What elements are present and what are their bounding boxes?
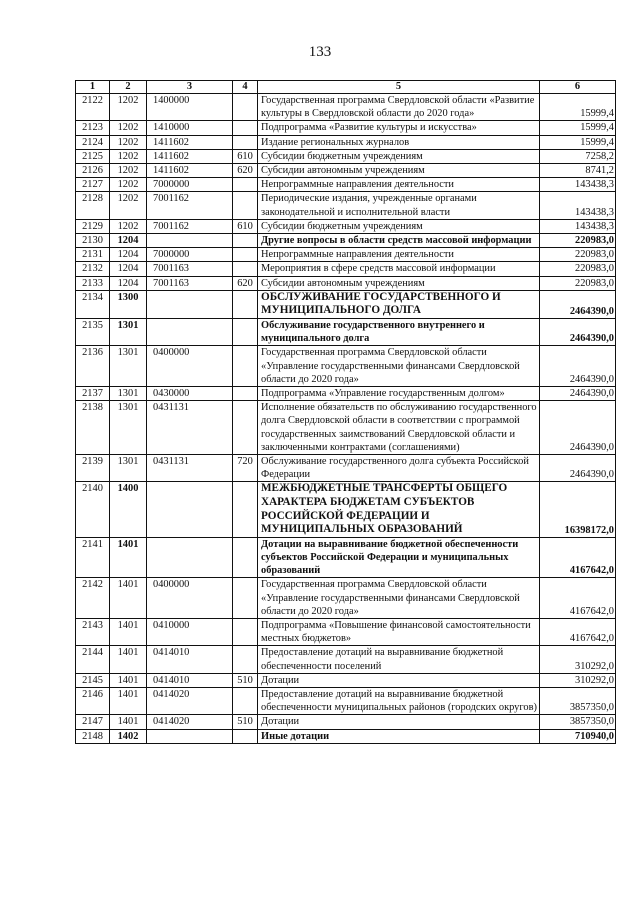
row-number-cell: 2141 — [76, 537, 110, 578]
table-row — [76, 178, 616, 192]
row-number-cell: 2136 — [76, 346, 110, 387]
expense-type-cell — [233, 619, 258, 646]
expense-type-cell — [233, 178, 258, 192]
item-name-cell: Дотации — [258, 715, 540, 729]
row-number-cell: 2148 — [76, 729, 110, 743]
table-row — [76, 619, 616, 646]
target-article-cell — [147, 482, 233, 537]
amount-cell: 2464390,0 — [540, 346, 616, 387]
item-name-cell: Подпрограмма «Управление государственным долгом» — [258, 387, 540, 401]
table-row — [76, 149, 616, 163]
section-code-cell: 1202 — [110, 178, 147, 192]
target-article-cell: 1410000 — [147, 121, 233, 135]
table-row — [76, 290, 616, 318]
target-article-cell: 0430000 — [147, 387, 233, 401]
section-code-cell: 1202 — [110, 94, 147, 121]
item-name-cell: Исполнение обязательств по обслуживанию государственного долга Свердловской области в соответствии с программой государственных заимствований Свердловской области и заключенными контрактами (соглашениями) — [258, 401, 540, 455]
section-code-cell: 1301 — [110, 346, 147, 387]
row-number-cell: 2132 — [76, 262, 110, 276]
table-row — [76, 234, 616, 248]
col-header: 3 — [147, 81, 233, 94]
item-name-cell: Предоставление дотаций на выравнивание бюджетной обеспеченности поселений — [258, 646, 540, 673]
item-name-cell: Подпрограмма «Развитие культуры и искусства» — [258, 121, 540, 135]
section-code-cell: 1401 — [110, 688, 147, 715]
table-row — [76, 482, 616, 537]
expense-type-cell — [233, 401, 258, 455]
row-number-cell: 2140 — [76, 482, 110, 537]
amount-cell: 2464390,0 — [540, 455, 616, 482]
amount-cell: 15999,4 — [540, 121, 616, 135]
target-article-cell — [147, 290, 233, 318]
amount-cell: 4167642,0 — [540, 537, 616, 578]
expense-type-cell — [233, 578, 258, 619]
section-code-cell: 1204 — [110, 262, 147, 276]
amount-cell: 310292,0 — [540, 646, 616, 673]
target-article-cell: 1411602 — [147, 164, 233, 178]
item-name-cell: Иные дотации — [258, 729, 540, 743]
amount-cell: 15999,4 — [540, 135, 616, 149]
section-code-cell: 1401 — [110, 537, 147, 578]
target-article-cell: 7000000 — [147, 178, 233, 192]
table-row — [76, 192, 616, 219]
row-number-cell: 2126 — [76, 164, 110, 178]
table-row — [76, 94, 616, 121]
target-article-cell: 0431131 — [147, 455, 233, 482]
item-name-cell: Другие вопросы в области средств массовой информации — [258, 234, 540, 248]
amount-cell: 2464390,0 — [540, 401, 616, 455]
table-body — [76, 94, 616, 744]
table-row — [76, 319, 616, 346]
amount-cell: 8741,2 — [540, 164, 616, 178]
amount-cell: 710940,0 — [540, 729, 616, 743]
expense-type-cell — [233, 646, 258, 673]
row-number-cell: 2134 — [76, 290, 110, 318]
target-article-cell — [147, 729, 233, 743]
item-name-cell: Издание региональных журналов — [258, 135, 540, 149]
section-code-cell: 1204 — [110, 234, 147, 248]
section-code-cell: 1400 — [110, 482, 147, 537]
section-code-cell: 1401 — [110, 619, 147, 646]
target-article-cell: 1411602 — [147, 149, 233, 163]
amount-cell: 7258,2 — [540, 149, 616, 163]
target-article-cell: 7001162 — [147, 192, 233, 219]
expense-type-cell: 610 — [233, 219, 258, 233]
row-number-cell: 2125 — [76, 149, 110, 163]
table-row — [76, 346, 616, 387]
item-name-cell: Субсидии автономным учреждениям — [258, 276, 540, 290]
table-row — [76, 401, 616, 455]
expense-type-cell: 620 — [233, 276, 258, 290]
amount-cell: 4167642,0 — [540, 578, 616, 619]
section-code-cell: 1301 — [110, 387, 147, 401]
expense-type-cell — [233, 135, 258, 149]
table-row — [76, 262, 616, 276]
section-code-cell: 1202 — [110, 149, 147, 163]
target-article-cell: 7001162 — [147, 219, 233, 233]
expense-type-cell — [233, 387, 258, 401]
item-name-cell: Субсидии бюджетным учреждениям — [258, 219, 540, 233]
target-article-cell: 0414020 — [147, 688, 233, 715]
row-number-cell: 2129 — [76, 219, 110, 233]
expense-type-cell — [233, 319, 258, 346]
col-header: 5 — [258, 81, 540, 94]
row-number-cell: 2130 — [76, 234, 110, 248]
table-row — [76, 715, 616, 729]
amount-cell: 143438,3 — [540, 219, 616, 233]
section-code-cell: 1401 — [110, 715, 147, 729]
expense-type-cell: 620 — [233, 164, 258, 178]
expense-type-cell: 610 — [233, 149, 258, 163]
col-header: 6 — [540, 81, 616, 94]
amount-cell: 15999,4 — [540, 94, 616, 121]
section-code-cell: 1202 — [110, 121, 147, 135]
row-number-cell: 2127 — [76, 178, 110, 192]
amount-cell: 310292,0 — [540, 673, 616, 687]
amount-cell: 220983,0 — [540, 234, 616, 248]
expense-type-cell — [233, 94, 258, 121]
expense-type-cell: 720 — [233, 455, 258, 482]
table-header-row — [76, 81, 616, 94]
amount-cell: 3857350,0 — [540, 688, 616, 715]
row-number-cell: 2144 — [76, 646, 110, 673]
item-name-cell: Подпрограмма «Повышение финансовой самостоятельности местных бюджетов» — [258, 619, 540, 646]
item-name-cell: Субсидии бюджетным учреждениям — [258, 149, 540, 163]
row-number-cell: 2138 — [76, 401, 110, 455]
expense-type-cell: 510 — [233, 715, 258, 729]
expense-type-cell: 510 — [233, 673, 258, 687]
expense-type-cell — [233, 537, 258, 578]
section-code-cell: 1401 — [110, 646, 147, 673]
target-article-cell — [147, 319, 233, 346]
target-article-cell: 0410000 — [147, 619, 233, 646]
amount-cell: 4167642,0 — [540, 619, 616, 646]
target-article-cell: 7000000 — [147, 248, 233, 262]
row-number-cell: 2137 — [76, 387, 110, 401]
expense-type-cell — [233, 482, 258, 537]
row-number-cell: 2143 — [76, 619, 110, 646]
row-number-cell: 2146 — [76, 688, 110, 715]
table-row — [76, 537, 616, 578]
item-name-cell: Непрограммные направления деятельности — [258, 248, 540, 262]
col-header: 2 — [110, 81, 147, 94]
table-row — [76, 248, 616, 262]
target-article-cell: 0414020 — [147, 715, 233, 729]
col-header: 4 — [233, 81, 258, 94]
col-header: 1 — [76, 81, 110, 94]
item-name-cell: Обслуживание государственного внутреннего и муниципального долга — [258, 319, 540, 346]
item-name-cell: Обслуживание государственного долга субъекта Российской Федерации — [258, 455, 540, 482]
budget-table — [75, 80, 616, 744]
section-code-cell: 1401 — [110, 673, 147, 687]
expense-type-cell — [233, 192, 258, 219]
section-code-cell: 1301 — [110, 319, 147, 346]
section-code-cell: 1202 — [110, 219, 147, 233]
expense-type-cell — [233, 121, 258, 135]
expense-type-cell — [233, 234, 258, 248]
table-row — [76, 276, 616, 290]
row-number-cell: 2145 — [76, 673, 110, 687]
amount-cell: 220983,0 — [540, 248, 616, 262]
row-number-cell: 2131 — [76, 248, 110, 262]
row-number-cell: 2133 — [76, 276, 110, 290]
item-name-cell: Субсидии автономным учреждениям — [258, 164, 540, 178]
row-number-cell: 2123 — [76, 121, 110, 135]
amount-cell: 2464390,0 — [540, 319, 616, 346]
row-number-cell: 2124 — [76, 135, 110, 149]
item-name-cell: Непрограммные направления деятельности — [258, 178, 540, 192]
section-code-cell: 1301 — [110, 401, 147, 455]
section-code-cell: 1204 — [110, 276, 147, 290]
item-name-cell: Государственная программа Свердловской области «Управление государственными финансами Свердловской области до 2020 года» — [258, 346, 540, 387]
item-name-cell: Государственная программа Свердловской области «Управление государственными финансами Свердловской области до 2020 года» — [258, 578, 540, 619]
section-code-cell: 1301 — [110, 455, 147, 482]
expense-type-cell — [233, 729, 258, 743]
row-number-cell: 2139 — [76, 455, 110, 482]
target-article-cell: 1400000 — [147, 94, 233, 121]
amount-cell: 3857350,0 — [540, 715, 616, 729]
target-article-cell: 1411602 — [147, 135, 233, 149]
target-article-cell — [147, 537, 233, 578]
table-row — [76, 578, 616, 619]
target-article-cell: 0414010 — [147, 646, 233, 673]
section-code-cell: 1202 — [110, 164, 147, 178]
page-number: 133 — [308, 44, 332, 60]
amount-cell: 16398172,0 — [540, 482, 616, 537]
item-name-cell: Предоставление дотаций на выравнивание бюджетной обеспеченности муниципальных районов (городских округов) — [258, 688, 540, 715]
target-article-cell — [147, 234, 233, 248]
table-row — [76, 164, 616, 178]
row-number-cell: 2128 — [76, 192, 110, 219]
row-number-cell: 2142 — [76, 578, 110, 619]
table-row — [76, 673, 616, 687]
table-row — [76, 219, 616, 233]
amount-cell: 220983,0 — [540, 276, 616, 290]
expense-type-cell — [233, 688, 258, 715]
item-name-cell: Государственная программа Свердловской области «Развитие культуры в Свердловской области до 2020 года» — [258, 94, 540, 121]
table-row — [76, 455, 616, 482]
row-number-cell: 2135 — [76, 319, 110, 346]
amount-cell: 2464390,0 — [540, 387, 616, 401]
section-code-cell: 1202 — [110, 135, 147, 149]
expense-type-cell — [233, 290, 258, 318]
item-name-cell: ОБСЛУЖИВАНИЕ ГОСУДАРСТВЕННОГО И МУНИЦИПАЛЬНОГО ДОЛГА — [258, 290, 540, 318]
table-row — [76, 729, 616, 743]
item-name-cell: Мероприятия в сфере средств массовой информации — [258, 262, 540, 276]
target-article-cell: 7001163 — [147, 262, 233, 276]
item-name-cell: МЕЖБЮДЖЕТНЫЕ ТРАНСФЕРТЫ ОБЩЕГО ХАРАКТЕРА БЮДЖЕТАМ СУБЪЕКТОВ РОССИЙСКОЙ ФЕДЕРАЦИИ И МУНИЦИПАЛЬНЫХ ОБРАЗОВАНИЙ — [258, 482, 540, 537]
table-row — [76, 646, 616, 673]
table-row — [76, 688, 616, 715]
expense-type-cell — [233, 346, 258, 387]
section-code-cell: 1402 — [110, 729, 147, 743]
section-code-cell: 1300 — [110, 290, 147, 318]
section-code-cell: 1202 — [110, 192, 147, 219]
expense-type-cell — [233, 262, 258, 276]
target-article-cell: 0400000 — [147, 578, 233, 619]
amount-cell: 143438,3 — [540, 192, 616, 219]
table-row — [76, 135, 616, 149]
amount-cell: 220983,0 — [540, 262, 616, 276]
table-row — [76, 387, 616, 401]
section-code-cell: 1204 — [110, 248, 147, 262]
amount-cell: 2464390,0 — [540, 290, 616, 318]
target-article-cell: 0414010 — [147, 673, 233, 687]
amount-cell: 143438,3 — [540, 178, 616, 192]
target-article-cell: 7001163 — [147, 276, 233, 290]
row-number-cell: 2147 — [76, 715, 110, 729]
target-article-cell: 0431131 — [147, 401, 233, 455]
target-article-cell: 0400000 — [147, 346, 233, 387]
item-name-cell: Периодические издания, учрежденные органами законодательной и исполнительной власти — [258, 192, 540, 219]
section-code-cell: 1401 — [110, 578, 147, 619]
row-number-cell: 2122 — [76, 94, 110, 121]
table-row — [76, 121, 616, 135]
item-name-cell: Дотации — [258, 673, 540, 687]
expense-type-cell — [233, 248, 258, 262]
item-name-cell: Дотации на выравнивание бюджетной обеспеченности субъектов Российской Федерации и муниципальных образований — [258, 537, 540, 578]
